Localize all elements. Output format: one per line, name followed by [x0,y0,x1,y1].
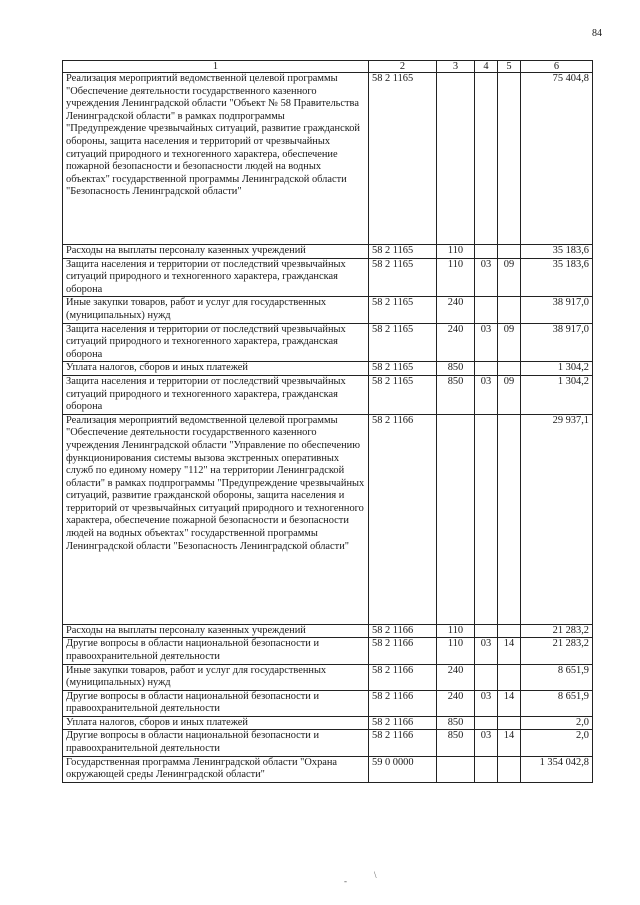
row-vr: 110 [437,258,475,297]
row-csr: 58 2 1165 [369,375,437,414]
row-name: Уплата налогов, сборов и иных платежей [63,716,369,730]
row-pr [498,414,521,624]
table-row [63,638,593,664]
row-rz: 03 [475,690,498,716]
row-sum: 38 917,0 [521,323,593,362]
row-vr [437,756,475,782]
row-rz [475,414,498,624]
row-pr [498,245,521,259]
row-name: Расходы на выплаты персоналу казенных учреждений [63,624,369,638]
row-name: Уплата налогов, сборов и иных платежей [63,362,369,376]
row-sum: 1 304,2 [521,362,593,376]
row-sum: 8 651,9 [521,664,593,690]
row-pr: 14 [498,638,521,664]
row-name: Расходы на выплаты персоналу казенных учреждений [63,245,369,259]
table-row [63,297,593,323]
table-row [63,730,593,756]
row-name: Защита населения и территории от последствий чрезвычайных ситуаций природного и техногенного характера, гражданская оборона [63,375,369,414]
row-csr: 58 2 1165 [369,323,437,362]
row-vr: 240 [437,690,475,716]
row-vr [437,414,475,624]
row-csr: 58 2 1166 [369,716,437,730]
row-name: Государственная программа Ленинградской области "Охрана окружающей среды Ленинградской области" [63,756,369,782]
row-pr [498,297,521,323]
row-rz: 03 [475,375,498,414]
table-row [63,245,593,259]
row-vr: 110 [437,245,475,259]
row-csr: 58 2 1166 [369,638,437,664]
row-rz: 03 [475,730,498,756]
row-vr: 240 [437,297,475,323]
row-sum: 21 283,2 [521,638,593,664]
row-vr: 240 [437,323,475,362]
row-rz [475,73,498,245]
row-sum: 75 404,8 [521,73,593,245]
budget-table [62,60,593,783]
row-rz [475,297,498,323]
row-pr [498,73,521,245]
col-header-csr: 2 [369,61,437,73]
row-csr: 58 2 1165 [369,362,437,376]
row-vr: 850 [437,375,475,414]
header-row [63,61,593,73]
row-csr: 58 2 1166 [369,690,437,716]
scan-mark: - [344,876,347,886]
row-rz [475,624,498,638]
row-rz [475,362,498,376]
row-name: Защита населения и территории от последствий чрезвычайных ситуаций природного и техногенного характера, гражданская оборона [63,258,369,297]
col-header-sum: 6 [521,61,593,73]
row-sum: 21 283,2 [521,624,593,638]
row-pr [498,716,521,730]
row-pr [498,664,521,690]
row-pr: 14 [498,690,521,716]
row-rz [475,756,498,782]
row-vr: 850 [437,730,475,756]
row-vr: 850 [437,362,475,376]
row-sum: 38 917,0 [521,297,593,323]
row-name: Защита населения и территории от последствий чрезвычайных ситуаций природного и техногенного характера, гражданская оборона [63,323,369,362]
row-pr: 14 [498,730,521,756]
row-csr: 58 2 1165 [369,258,437,297]
table-row [63,258,593,297]
row-sum: 1 354 042,8 [521,756,593,782]
row-pr: 09 [498,375,521,414]
row-csr: 58 2 1166 [369,624,437,638]
row-sum: 2,0 [521,730,593,756]
row-name: Иные закупки товаров, работ и услуг для государственных (муниципальных) нужд [63,297,369,323]
col-header-rz: 4 [475,61,498,73]
table-row [63,375,593,414]
row-pr [498,624,521,638]
row-vr: 850 [437,716,475,730]
row-pr [498,756,521,782]
page-number: 84 [592,28,602,39]
row-csr: 58 2 1166 [369,730,437,756]
table-row [63,690,593,716]
row-rz: 03 [475,323,498,362]
row-rz [475,245,498,259]
row-csr: 58 2 1165 [369,297,437,323]
table-row [63,716,593,730]
row-vr: 240 [437,664,475,690]
col-header-vr: 3 [437,61,475,73]
row-sum: 35 183,6 [521,258,593,297]
row-rz [475,716,498,730]
row-sum: 2,0 [521,716,593,730]
row-vr: 110 [437,638,475,664]
row-vr: 110 [437,624,475,638]
row-name: Реализация мероприятий ведомственной целевой программы "Обеспечение деятельности государственного казенного учреждения Ленинградской области "Объект № 58 Правительства Ленинградской области" в рамках подпрограммы "Предупреждение чрезвычайных ситуаций, развитие гражданской обороны, защита населения и территорий от чрезвычайных ситуаций природного и техногенного характера, обеспечение пожарной безопасности и безопасности людей на водных объектах" государственной программы Ленинградской области "Безопасность Ленинградской области" [63,73,369,245]
table-row [63,323,593,362]
row-csr: 58 2 1166 [369,414,437,624]
col-header-name: 1 [63,61,369,73]
row-sum: 8 651,9 [521,690,593,716]
col-header-pr: 5 [498,61,521,73]
row-csr: 58 2 1166 [369,664,437,690]
row-sum: 29 937,1 [521,414,593,624]
row-rz: 03 [475,638,498,664]
scan-mark: \ [374,870,377,880]
table-row [63,73,593,245]
row-vr [437,73,475,245]
row-pr: 09 [498,323,521,362]
row-csr: 59 0 0000 [369,756,437,782]
row-sum: 35 183,6 [521,245,593,259]
row-rz [475,664,498,690]
row-pr: 09 [498,258,521,297]
table-row [63,756,593,782]
row-name: Другие вопросы в области национальной безопасности и правоохранительной деятельности [63,690,369,716]
table-row [63,624,593,638]
table-row [63,362,593,376]
table-row [63,414,593,624]
row-name: Реализация мероприятий ведомственной целевой программы "Обеспечение деятельности государственного казенного учреждения Ленинградской области "Управление по обеспечению функционирования системы вызова экстренных оперативных служб по единому номеру "112" на территории Ленинградской области" в рамках подпрограммы "Предупреждение чрезвычайных ситуаций, развитие гражданской обороны, защита населения и территорий от чрезвычайных ситуаций природного и техногенного характера, обеспечение пожарной безопасности и безопасности людей на водных объектах" государственной программы Ленинградской области "Безопасность Ленинградской области" [63,414,369,624]
row-pr [498,362,521,376]
row-name: Другие вопросы в области национальной безопасности и правоохранительной деятельности [63,730,369,756]
row-rz: 03 [475,258,498,297]
table-row [63,664,593,690]
row-csr: 58 2 1165 [369,245,437,259]
row-name: Другие вопросы в области национальной безопасности и правоохранительной деятельности [63,638,369,664]
row-sum: 1 304,2 [521,375,593,414]
row-csr: 58 2 1165 [369,73,437,245]
row-name: Иные закупки товаров, работ и услуг для государственных (муниципальных) нужд [63,664,369,690]
